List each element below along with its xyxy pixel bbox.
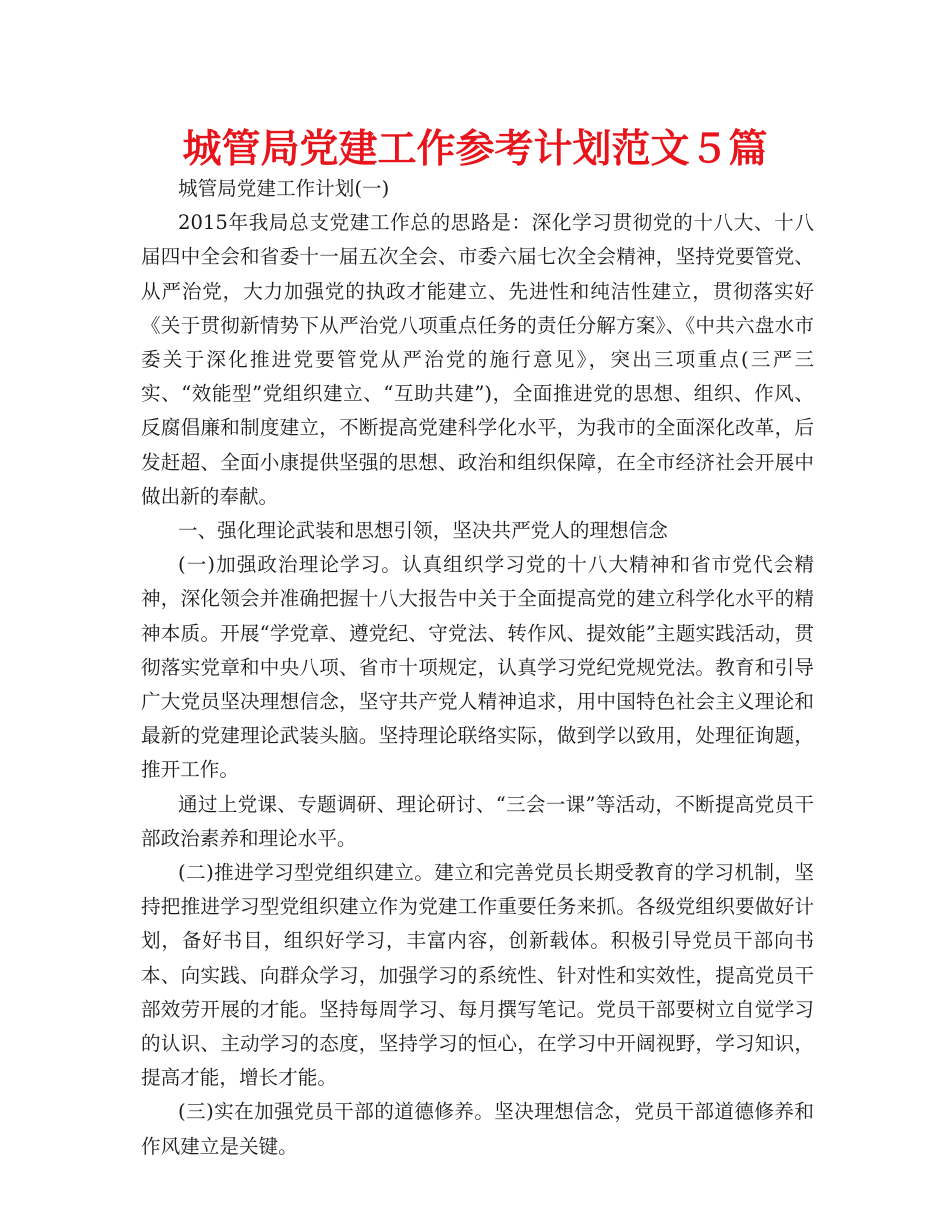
document-title: 城管局党建工作参考计划范文５篇 (182, 127, 768, 172)
paragraph-learning-organization: (二)推进学习型党组织建立。建立和完善党员长期受教育的学习机制，坚持把推进学习型党组织建立作为党建工作重要任务来抓。各级党组织要做好计划，备好书目，组织好学习，丰富内容，创新载体。积极引导党员干部向书本、向实践、向群众学习，加强学习的系统性、针对性和实效性，提高党员干部效劳开展的才能。坚持每周学习、每月撰写笔记。党员干部要树立自觉学习的认识、主动学习的态度，坚持学习的恒心，在学习中开阔视野，学习知识，提高才能，增长才能。 (141, 861, 814, 1090)
paragraph-moral-cultivation: (三)实在加强党员干部的道德修养。坚决理想信念，党员干部道德修养和作风建立是关键。 (141, 1100, 814, 1158)
section-subtitle: 城管局党建工作计划(一) (178, 177, 390, 200)
paragraph-overview: 2015年我局总支党建工作总的思路是：深化学习贯彻党的十八大、十八届四中全会和省委十一届五次全会、市委六届七次全会精神，坚持党要管党、从严治党，大力加强党的执政才能建立、先进性和纯洁性建立，贯彻落实好《关于贯彻新情势下从严治党八项重点任务的责任分解方案》、《中共六盘水市委关于深化推进党要管党从严治党的施行意见》，突出三项重点(三严三实、“效能型”党组织建立、“互助共建”)，全面推进党的思想、组织、作风、反腐倡廉和制度建立，不断提高党建科学化水平，为我市的全面深化改革，后发赶超、全面小康提供坚强的思想、政治和组织保障，在全市经济社会开展中做出新的奉献。 (141, 211, 814, 508)
document-body (141, 172, 814, 1164)
section-heading-one: 一、强化理论武装和思想引领，坚决共严党人的理想信念 (178, 519, 668, 543)
paragraph-party-lectures: 通过上党课、专题调研、理论研讨、“三会一课”等活动，不断提高党员干部政治素养和理论水平。 (141, 792, 814, 850)
paragraph-theory-study: (一)加强政治理论学习。认真组织学习党的十八大精神和省市党代会精神，深化领会并准确把握十八大报告中关于全面提高党的建立科学化水平的精神本质。开展“学党章、遵党纪、守党法、转作风、提效能”主题实践活动，贯彻落实党章和中央八项、省市十项规定，认真学习党纪党规党法。教育和引导广大党员坚决理想信念，坚守共产党人精神追求，用中国特色社会主义理论和最新的党建理论武装头脑。坚持理论联络实际，做到学以致用，处理征询题，推开工作。 (141, 553, 814, 782)
